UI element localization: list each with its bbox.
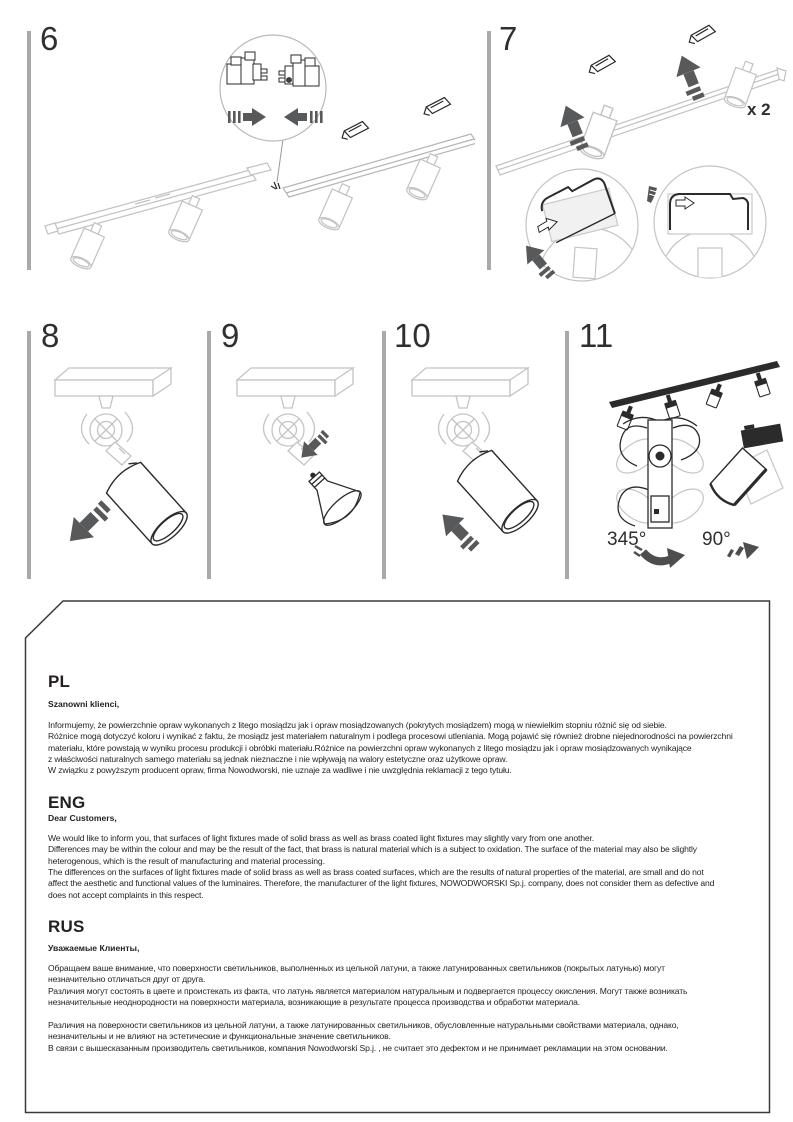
eng-line: Differences may be within the colour and may be the result of the fact, that brass is natural material which is a subject to oxidation. The surface of the material may also be slightly	[48, 844, 697, 855]
pl-salutation: Szanowni klienci,	[48, 699, 120, 709]
rus-line: незначительно отличаться друг от друга.	[48, 974, 206, 985]
quantity-label: x 2	[747, 100, 771, 119]
rus-line: незначительные неоднородности на поверхности материала, возникающие в результате процесса производства и обработки материала.	[48, 997, 580, 1008]
eng-line: We would like to inform you, that surfaces of light fixtures made of solid brass as well as brass coated light fixtures may slightly vary from one another.	[48, 833, 594, 843]
panel-8-number: 8	[41, 317, 60, 354]
pl-line: z właściwości naturalnych samego materiału są jednak nieznaczne i nie wpływają na walory estetyczne oraz użytkowe opraw.	[48, 754, 508, 765]
pl-line: W związku z powyższym producent opraw, firma Nowodworski, nie uznaje za wadliwe i nie uwzględnia reklamacji z tego tytułu.	[48, 765, 512, 776]
pl-paragraph	[48, 720, 758, 777]
rus-line: В связи с вышесказанным производитель светильников, компания Nowodworski Sp.j. , не считает это дефектом и не принимает рекламации на этом основании.	[48, 1042, 668, 1053]
eng-line: affect the aesthetic and functional values of the luminaires. Therefore, the manufacturer of the light fixtures, NOWODWORSKI Sp.j. company, does not consider them as defective and	[48, 878, 715, 889]
panel-6-number: 6	[40, 20, 59, 57]
eng-line: heterogenous, which is the result of manufacturing and material processing.	[48, 855, 325, 866]
rus-paragraph-1	[48, 963, 758, 1008]
rus-paragraph-2	[48, 1020, 758, 1054]
rus-section-header: RUS	[48, 917, 85, 936]
pl-line: Różnice mogą dotyczyć koloru i wynikać z faktu, że mosiądz jest materiałem naturalnym i podlega procesowi utleniania. Mogą pojawić się również drobne niejednorodności na powierzchni	[48, 731, 733, 742]
pl-section-header: PL	[48, 672, 71, 691]
eng-paragraph	[48, 833, 758, 901]
pl-line: Informujemy, że powierzchnie opraw wykonanych z litego mosiądzu jak i opraw mosiądzowanych (pokrytych mosiądzem) mogą w niewielkim stopniu różnić się od siebie.	[48, 720, 667, 730]
rus-salutation: Уважаемые Клиенты,	[48, 943, 140, 953]
rotation-angle-label: 345°	[607, 529, 647, 550]
eng-line: does not accept complaints in this respect.	[48, 889, 204, 900]
pl-line: materiału, które powstają w wyniku procesu produkcji i obróbki materiału.Różnice na powierzchni opraw wykonanych z litego mosiądzu jak i opraw mosiądzowanych wynikające	[48, 742, 692, 753]
rus-line: Различия на поверхности светильников из цельной латуни, а также латунированных светильников, обусловленные натуральными свойствами материала, однако,	[48, 1020, 679, 1030]
panel-11-number: 11	[579, 317, 614, 354]
rus-line: незначительны и не влияют на эстетические и функциональные значение светильников.	[48, 1031, 391, 1042]
panel-7-number: 7	[499, 20, 518, 57]
eng-section-header: ENG	[48, 793, 86, 812]
eng-line: The differences on the surfaces of light fixtures made of solid brass as well as brass coated surfaces, which are the results of natural properties of the material, are small and do not	[48, 867, 704, 878]
eng-salutation: Dear Customers,	[48, 813, 117, 823]
panel-9-number: 9	[221, 317, 240, 354]
panel-10-number: 10	[394, 317, 431, 354]
tilt-angle-label: 90°	[702, 529, 731, 550]
rus-line: Различия могут состоять в цвете и проистекать из факта, что латунь является материалом натуральным и подвергается процессу окисления. Могут также возникать	[48, 985, 688, 996]
rus-line: Обращаем ваше внимание, что поверхности светильников, выполненных из цельной латуни, а также латунированных светильников (покрытых латунью) могут	[48, 963, 665, 973]
